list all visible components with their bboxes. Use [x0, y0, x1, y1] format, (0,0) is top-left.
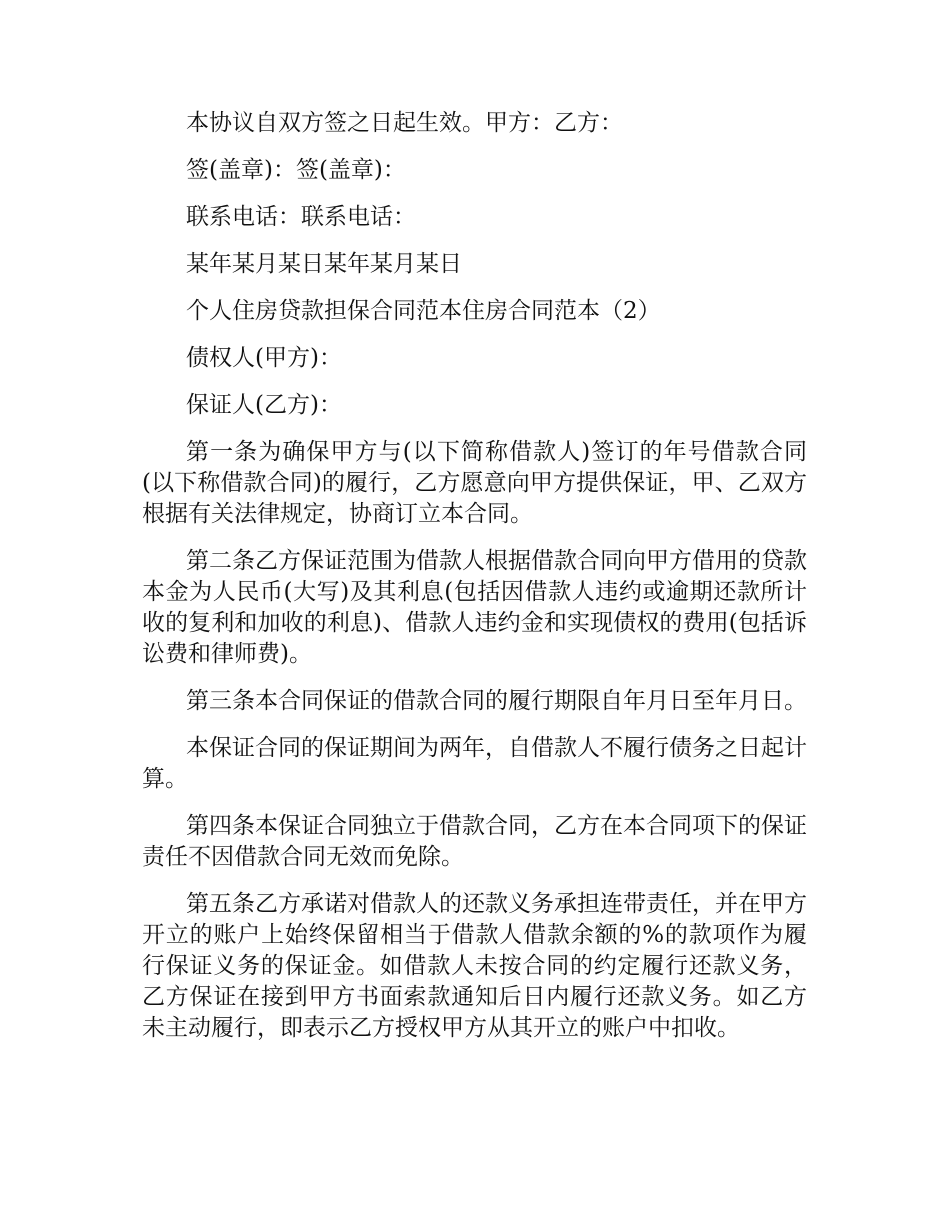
- article-3: 第三条本合同保证的借款合同的履行期限自年月日至年月日。: [186, 688, 807, 714]
- contract-title: 个人住房贷款担保合同范本住房合同范本（2）: [186, 298, 661, 324]
- article-2: 第二条乙方保证范围为借款人根据借款合同向甲方借用的贷款本金为人民币(大写)及其利息(包括因借款人违约或逾期还款所计收的复利和加收的利息)、借款人违约金和实现债权的费用(包括诉讼费和律师费)。: [142, 548, 807, 667]
- article-5: 第五条乙方承诺对借款人的还款义务承担连带责任，并在甲方开立的账户上始终保留相当于借款人借款余额的%的款项作为履行保证义务的保证金。如借款人未按合同的约定履行还款义务，乙方保证在接到甲方书面索款通知后日内履行还款义务。如乙方未主动履行，即表示乙方授权甲方从其开立的账户中扣收。: [142, 891, 807, 1041]
- effective-clause: 本协议自双方签之日起生效。甲方：乙方：: [186, 110, 623, 136]
- date-line: 某年某月某日某年某月某日: [186, 251, 462, 277]
- signature-line: 签(盖章)：签(盖章)：: [186, 157, 406, 183]
- creditor-line: 债权人(甲方)：: [186, 345, 342, 371]
- guarantor-line: 保证人(乙方)：: [186, 392, 342, 418]
- contact-phone-line: 联系电话：联系电话：: [186, 204, 416, 230]
- article-1: 第一条为确保甲方与(以下简称借款人)签订的年号借款合同(以下称借款合同)的履行，乙方愿意向甲方提供保证，甲、乙双方根据有关法律规定，协商订立本合同。: [142, 439, 807, 527]
- guarantee-period-clause: 本保证合同的保证期间为两年，自借款人不履行债务之日起计算。: [142, 735, 807, 792]
- document-body: [142, 108, 807, 1060]
- article-4: 第四条本保证合同独立于借款合同，乙方在本合同项下的保证责任不因借款合同无效而免除。: [142, 813, 807, 870]
